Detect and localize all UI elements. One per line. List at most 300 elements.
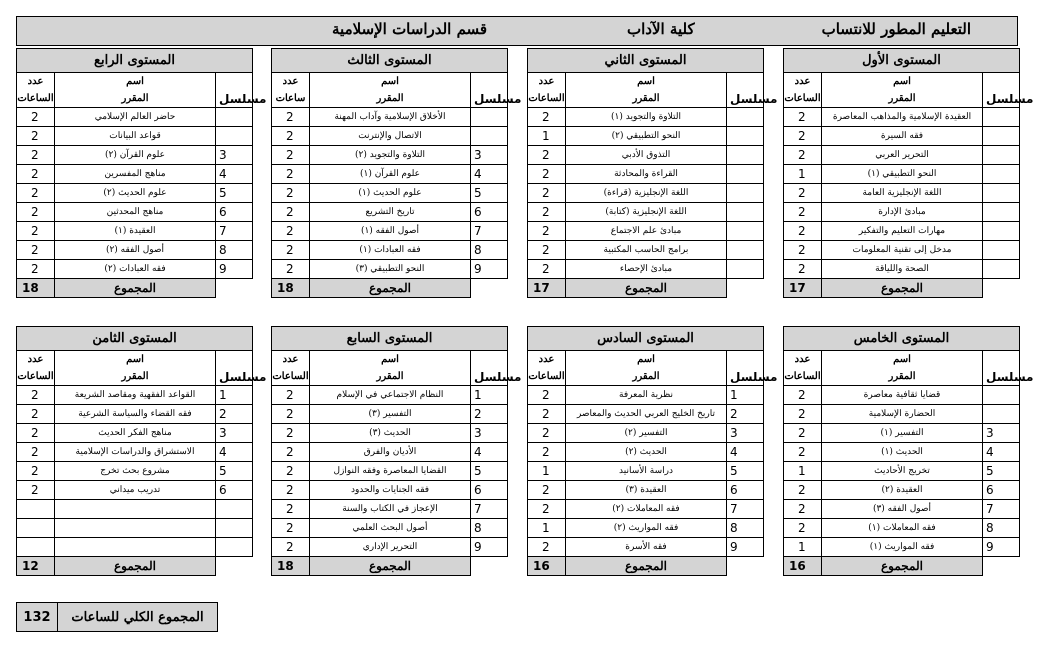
course-serial: 5 [216, 184, 253, 203]
course-name: أصول الفقه (٣) [822, 500, 983, 519]
course-name: فقه المواريث (١) [822, 538, 983, 557]
course-serial: 1 [216, 386, 253, 405]
course-name [55, 519, 216, 538]
course-row [528, 405, 764, 424]
course-row [17, 241, 253, 260]
course-hours: 2 [17, 386, 55, 405]
course-name: تاريخ التشريع [310, 203, 471, 222]
course-hours: 2 [272, 386, 310, 405]
course-serial: 2 [471, 405, 508, 424]
course-header: المقرر [822, 368, 983, 386]
course-name: فقه المعاملات (٢) [566, 500, 727, 519]
course-name: العقيدة (٣) [566, 481, 727, 500]
course-hours: 2 [17, 443, 55, 462]
course-row [17, 146, 253, 165]
course-serial: 3 [216, 146, 253, 165]
course-name: فقه المواريث (٢) [566, 519, 727, 538]
course-serial [983, 241, 1020, 260]
course-hours: 2 [784, 127, 822, 146]
course-row [784, 500, 1020, 519]
hours-header-top: عدد [17, 73, 55, 91]
course-serial: 9 [983, 538, 1020, 557]
course-name: القضايا المعاصرة وفقه النوازل [310, 462, 471, 481]
hours-header: الساعات [17, 368, 55, 386]
course-row [528, 108, 764, 127]
hours-header-top: عدد [272, 351, 310, 369]
course-row [528, 538, 764, 557]
course-serial [983, 184, 1020, 203]
course-hours: 2 [528, 260, 566, 279]
course-serial: 9 [471, 260, 508, 279]
course-name: النحو التطبيقي (٢) [566, 127, 727, 146]
course-name: النحو التطبيقي (١) [822, 165, 983, 184]
course-header: المقرر [822, 90, 983, 108]
course-serial: 6 [983, 481, 1020, 500]
course-header-top: اسم [822, 351, 983, 369]
hours-header: الساعات [784, 368, 822, 386]
course-name: قواعد البيانات [55, 127, 216, 146]
course-row [528, 443, 764, 462]
course-name: التفسير (٢) [566, 424, 727, 443]
hours-header: الساعات [528, 90, 566, 108]
course-row [272, 241, 508, 260]
course-hours: 2 [272, 203, 310, 222]
course-header: المقرر [55, 90, 216, 108]
course-name: العقيدة الإسلامية والمذاهب المعاصرة [822, 108, 983, 127]
level-total-value: 17 [528, 279, 566, 298]
course-hours: 2 [17, 108, 55, 127]
course-serial [983, 386, 1020, 405]
course-header-top: اسم [822, 73, 983, 91]
course-name: القراءة والمحادثة [566, 165, 727, 184]
course-hours: 2 [784, 481, 822, 500]
course-name: الإعجاز في الكتاب والسنة [310, 500, 471, 519]
course-header: المقرر [55, 368, 216, 386]
hours-header-top: عدد [784, 351, 822, 369]
course-row [784, 127, 1020, 146]
course-name: الأخلاق الإسلامية وآداب المهنة [310, 108, 471, 127]
course-hours: 2 [784, 424, 822, 443]
course-row [784, 108, 1020, 127]
course-name: التحرير العربي [822, 146, 983, 165]
course-serial: 4 [216, 443, 253, 462]
course-hours: 2 [17, 462, 55, 481]
hours-header: الساعات [17, 90, 55, 108]
level-total-value: 12 [17, 557, 55, 576]
course-serial: 4 [983, 443, 1020, 462]
course-hours: 2 [784, 260, 822, 279]
course-hours: 2 [272, 260, 310, 279]
course-row [272, 538, 508, 557]
course-name: علوم الحديث (٢) [55, 184, 216, 203]
course-name: مبادئ الإدارة [822, 203, 983, 222]
course-hours: 2 [272, 108, 310, 127]
course-row [17, 222, 253, 241]
course-serial: 6 [216, 203, 253, 222]
course-name: مدخل إلى تقنية المعلومات [822, 241, 983, 260]
course-serial [727, 203, 764, 222]
course-name: فقه الجنايات والحدود [310, 481, 471, 500]
course-serial: 4 [471, 443, 508, 462]
course-row [784, 146, 1020, 165]
level-title: المستوى الثالث [272, 49, 508, 73]
total-row [17, 279, 253, 298]
course-serial: 1 [471, 386, 508, 405]
course-hours: 2 [17, 241, 55, 260]
course-row [784, 424, 1020, 443]
level-total-label: المجموع [822, 279, 983, 298]
course-serial: 9 [216, 260, 253, 279]
course-row [784, 519, 1020, 538]
level-total-label: المجموع [310, 279, 471, 298]
course-name: نظرية المعرفة [566, 386, 727, 405]
course-name: الحديث (٣) [310, 424, 471, 443]
serial-header: مسلسل [727, 368, 764, 386]
course-row [784, 165, 1020, 184]
level-table-8 [16, 326, 267, 576]
course-hours: 1 [528, 127, 566, 146]
course-hours: 2 [272, 127, 310, 146]
course-hours: 1 [784, 538, 822, 557]
course-serial [216, 538, 253, 557]
course-hours [17, 538, 55, 557]
total-row [784, 279, 1020, 298]
level-total-label: المجموع [566, 279, 727, 298]
course-hours: 2 [784, 519, 822, 538]
course-row [528, 165, 764, 184]
total-row [272, 557, 508, 576]
course-row [17, 443, 253, 462]
serial-header: مسلسل [216, 90, 253, 108]
course-serial [216, 500, 253, 519]
course-hours: 2 [17, 184, 55, 203]
course-name: القواعد الفقهية ومقاصد الشريعة [55, 386, 216, 405]
course-serial: 7 [983, 500, 1020, 519]
level-title: المستوى السادس [528, 327, 764, 351]
course-hours: 2 [528, 165, 566, 184]
course-row [272, 222, 508, 241]
course-serial: 4 [727, 443, 764, 462]
course-hours: 2 [528, 184, 566, 203]
course-header: المقرر [310, 90, 471, 108]
course-name: فقه المعاملات (١) [822, 519, 983, 538]
course-name: فقه الأسرة [566, 538, 727, 557]
course-header: المقرر [566, 368, 727, 386]
course-header-top: اسم [55, 351, 216, 369]
course-name: مبادئ الإحصاء [566, 260, 727, 279]
course-serial [727, 241, 764, 260]
course-serial [216, 519, 253, 538]
course-row [528, 260, 764, 279]
course-name: الصحة واللياقة [822, 260, 983, 279]
hours-header: الساعات [528, 368, 566, 386]
course-serial: 8 [727, 519, 764, 538]
course-row [784, 443, 1020, 462]
course-hours: 2 [528, 481, 566, 500]
course-name: الحديث (٢) [566, 443, 727, 462]
course-name: فقه العبادات (٢) [55, 260, 216, 279]
course-hours: 2 [528, 500, 566, 519]
course-row [17, 184, 253, 203]
course-serial: 5 [471, 462, 508, 481]
course-hours: 1 [528, 462, 566, 481]
course-name: تخريج الأحاديث [822, 462, 983, 481]
course-hours: 2 [272, 146, 310, 165]
course-row [528, 241, 764, 260]
course-serial: 8 [216, 241, 253, 260]
course-hours: 2 [784, 222, 822, 241]
course-hours: 2 [272, 538, 310, 557]
course-row [784, 260, 1020, 279]
course-hours: 1 [784, 462, 822, 481]
course-row [528, 127, 764, 146]
course-header-top: اسم [55, 73, 216, 91]
course-name: فقه العبادات (١) [310, 241, 471, 260]
course-hours: 2 [272, 481, 310, 500]
course-row [17, 165, 253, 184]
course-row [272, 443, 508, 462]
level-total-value: 18 [272, 279, 310, 298]
hours-header-top: عدد [528, 73, 566, 91]
course-hours: 2 [272, 462, 310, 481]
course-name: أصول الفقه (١) [310, 222, 471, 241]
course-name: الحضارة الإسلامية [822, 405, 983, 424]
course-name: العقيدة (٢) [822, 481, 983, 500]
course-hours [17, 519, 55, 538]
course-name: الاستشراق والدراسات الإسلامية [55, 443, 216, 462]
course-row [784, 203, 1020, 222]
course-serial: 5 [727, 462, 764, 481]
serial-header: مسلسل [216, 368, 253, 386]
course-serial: 3 [216, 424, 253, 443]
course-serial [983, 146, 1020, 165]
course-hours: 2 [272, 443, 310, 462]
course-row [784, 481, 1020, 500]
course-serial [983, 127, 1020, 146]
course-hours: 2 [17, 222, 55, 241]
course-name [55, 538, 216, 557]
course-row [17, 500, 253, 519]
course-serial: 7 [471, 222, 508, 241]
course-name: علوم القرآن (٢) [55, 146, 216, 165]
level-total-value: 18 [272, 557, 310, 576]
course-name: دراسة الأسانيد [566, 462, 727, 481]
course-row [272, 203, 508, 222]
course-name: اللغة الإنجليزية العامة [822, 184, 983, 203]
course-hours: 2 [528, 424, 566, 443]
course-serial: 5 [983, 462, 1020, 481]
hours-header: ساعات [272, 90, 310, 108]
course-row [528, 462, 764, 481]
course-hours: 2 [272, 500, 310, 519]
course-hours: 2 [784, 241, 822, 260]
course-row [272, 519, 508, 538]
course-name: النحو التطبيقي (٣) [310, 260, 471, 279]
serial-header: مسلسل [983, 368, 1020, 386]
course-header: المقرر [310, 368, 471, 386]
level-total-label: المجموع [55, 279, 216, 298]
course-serial: 5 [471, 184, 508, 203]
course-hours: 2 [784, 405, 822, 424]
course-hours: 2 [272, 184, 310, 203]
course-row [784, 538, 1020, 557]
course-serial: 6 [216, 481, 253, 500]
course-name: مهارات التعليم والتفكير [822, 222, 983, 241]
course-row [17, 203, 253, 222]
course-row [17, 519, 253, 538]
course-serial [216, 108, 253, 127]
course-row [784, 184, 1020, 203]
course-row [17, 108, 253, 127]
course-row [528, 184, 764, 203]
course-name: علوم القرآن (١) [310, 165, 471, 184]
hours-header-top: عدد [272, 73, 310, 91]
course-name: التلاوة والتجويد (٢) [310, 146, 471, 165]
course-hours: 2 [784, 443, 822, 462]
course-name: فقه القضاء والسياسة الشرعية [55, 405, 216, 424]
level-table-3 [271, 48, 522, 298]
course-hours: 1 [784, 165, 822, 184]
total-row [528, 279, 764, 298]
course-name: العقيدة (١) [55, 222, 216, 241]
level-title: المستوى السابع [272, 327, 508, 351]
course-hours: 2 [528, 405, 566, 424]
course-serial: 8 [471, 241, 508, 260]
course-name: الاتصال والإنترنت [310, 127, 471, 146]
course-header-top: اسم [310, 73, 471, 91]
course-row [528, 500, 764, 519]
course-name: تدريب ميداني [55, 481, 216, 500]
course-row [272, 260, 508, 279]
level-table-4 [16, 48, 267, 298]
level-total-value: 16 [528, 557, 566, 576]
course-header: المقرر [566, 90, 727, 108]
hours-header-top: عدد [17, 351, 55, 369]
course-name: التحرير الإداري [310, 538, 471, 557]
course-serial: 7 [471, 500, 508, 519]
course-row [528, 222, 764, 241]
course-row [272, 500, 508, 519]
course-serial [983, 222, 1020, 241]
course-row [528, 424, 764, 443]
course-row [17, 127, 253, 146]
program-title: التعليم المطور للانتساب [821, 20, 971, 38]
course-row [272, 424, 508, 443]
level-total-label: المجموع [822, 557, 983, 576]
course-hours: 2 [17, 481, 55, 500]
course-hours: 2 [17, 405, 55, 424]
course-name: أصول البحث العلمي [310, 519, 471, 538]
course-row [17, 260, 253, 279]
level-title: المستوى الأول [784, 49, 1020, 73]
course-name: التفسير (١) [822, 424, 983, 443]
course-hours: 2 [272, 222, 310, 241]
hours-header: الساعات [784, 90, 822, 108]
course-serial [727, 165, 764, 184]
course-row [17, 481, 253, 500]
course-serial [727, 146, 764, 165]
course-serial: 6 [727, 481, 764, 500]
level-total-label: المجموع [55, 557, 216, 576]
course-row [784, 241, 1020, 260]
course-name: حاضر العالم الإسلامي [55, 108, 216, 127]
serial-header: مسلسل [471, 90, 508, 108]
course-serial [727, 260, 764, 279]
level-table-2 [527, 48, 778, 298]
course-row [272, 386, 508, 405]
course-serial: 4 [216, 165, 253, 184]
course-hours: 2 [17, 260, 55, 279]
course-name: اللغة الإنجليزية (كتابة) [566, 203, 727, 222]
course-serial: 8 [471, 519, 508, 538]
course-row [528, 386, 764, 405]
course-hours: 2 [784, 386, 822, 405]
course-name: أصول الفقه (٢) [55, 241, 216, 260]
course-serial: 3 [471, 146, 508, 165]
course-serial: 3 [727, 424, 764, 443]
grand-total-value: 132 [17, 603, 58, 631]
hours-header: الساعات [272, 368, 310, 386]
course-serial [983, 203, 1020, 222]
course-hours: 2 [784, 184, 822, 203]
course-serial [983, 108, 1020, 127]
course-serial [727, 127, 764, 146]
course-row [17, 462, 253, 481]
course-hours: 2 [528, 203, 566, 222]
course-hours: 2 [528, 108, 566, 127]
hours-header-top: عدد [784, 73, 822, 91]
course-serial: 5 [216, 462, 253, 481]
course-serial: 3 [983, 424, 1020, 443]
course-name: مشروع بحث تخرج [55, 462, 216, 481]
level-title: المستوى الثامن [17, 327, 253, 351]
course-serial: 6 [471, 203, 508, 222]
course-hours: 2 [528, 386, 566, 405]
level-table-7 [271, 326, 522, 576]
course-row [272, 146, 508, 165]
course-hours: 2 [17, 203, 55, 222]
course-row [272, 108, 508, 127]
level-title: المستوى الخامس [784, 327, 1020, 351]
course-row [17, 405, 253, 424]
course-hours: 2 [528, 538, 566, 557]
level-title: المستوى الرابع [17, 49, 253, 73]
course-row [528, 203, 764, 222]
course-name [55, 500, 216, 519]
course-name: الأديان والفرق [310, 443, 471, 462]
course-serial [727, 222, 764, 241]
course-row [272, 481, 508, 500]
course-hours: 2 [784, 108, 822, 127]
course-row [528, 481, 764, 500]
course-hours: 2 [17, 146, 55, 165]
course-hours: 1 [528, 519, 566, 538]
course-row [272, 462, 508, 481]
course-name: فقه السيرة [822, 127, 983, 146]
course-name: الحديث (١) [822, 443, 983, 462]
course-row [17, 538, 253, 557]
course-hours: 2 [528, 222, 566, 241]
course-hours: 2 [528, 241, 566, 260]
course-serial [983, 165, 1020, 184]
course-header-top: اسم [566, 351, 727, 369]
college-title: كلية الآداب [627, 20, 695, 38]
course-row [272, 165, 508, 184]
course-header-top: اسم [566, 73, 727, 91]
course-serial: 2 [727, 405, 764, 424]
total-row [17, 557, 253, 576]
course-serial: 4 [471, 165, 508, 184]
